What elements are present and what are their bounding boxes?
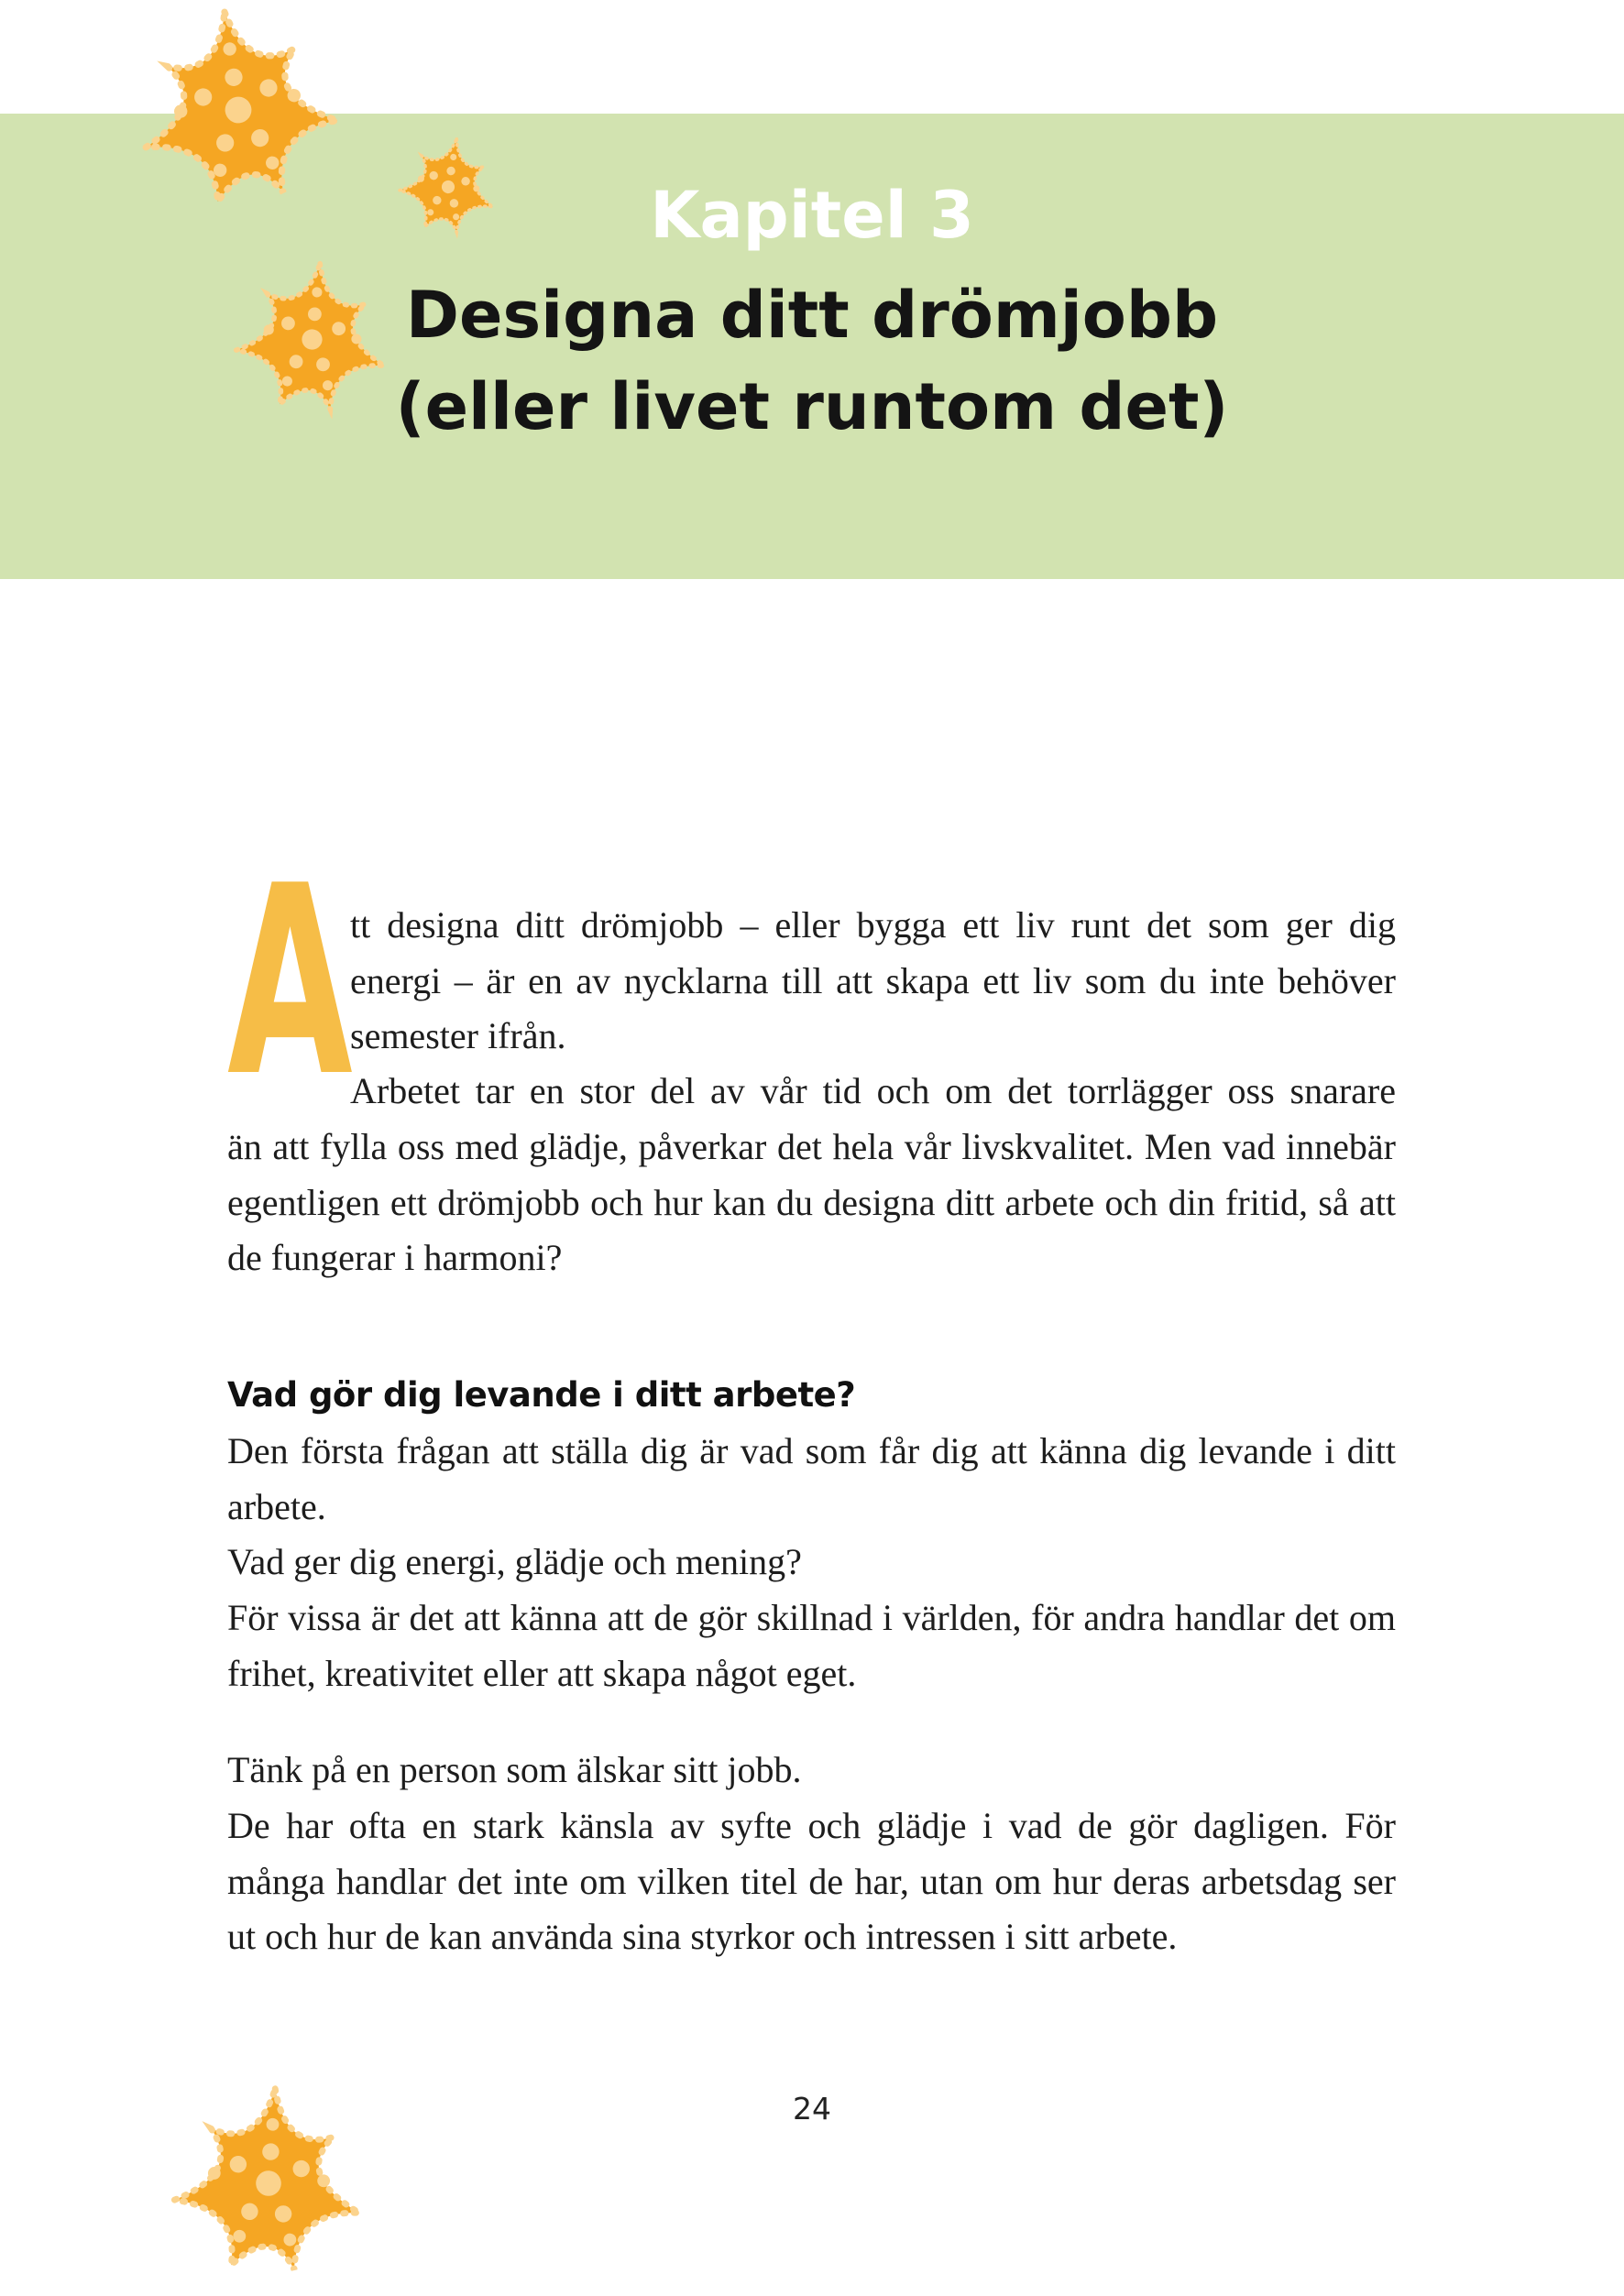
section-heading: Vad gör dig levande i ditt arbete? <box>227 1375 856 1415</box>
chapter-title-line: Designa ditt drömjobb <box>405 278 1219 353</box>
body-paragraph: Tänk på en person som älskar sitt jobb. <box>227 1749 802 1790</box>
page-number: 24 <box>793 2091 831 2127</box>
intro-paragraph-indent: Arbetet tar en stor del av vår tid och om det torrlägger oss snarare <box>350 1070 1396 1111</box>
drop-cap: A <box>227 830 353 1134</box>
chapter-title-line: (eller livet runtom det) <box>395 369 1229 444</box>
body-paragraph: För vissa är det att känna att de gör skillnad i världen, för andra handlar det om frihet, kreativitet eller att skapa något eget. <box>227 1597 1396 1694</box>
chapter-label: Kapitel 3 <box>650 178 974 253</box>
chapter-title <box>0 269 1624 453</box>
starfish-icon <box>156 2071 380 2295</box>
intro-paragraph: än att fylla oss med glädje, påverkar det hela vår livskvalitet. Men vad innebär egentligen ett drömjobb och hur kan du designa ditt arbete och din fritid, så att de fungerar i harmoni? <box>227 1126 1396 1278</box>
body-paragraph: Den första frågan att ställa dig är vad som får dig att känna dig levande i ditt arbete. <box>227 1430 1396 1527</box>
body-paragraph: Vad ger dig energi, glädje och mening? <box>227 1541 802 1582</box>
body-paragraph: De har ofta en stark känsla av syfte och glädje i vad de gör dagligen. För många handlar det inte om vilken titel de har, utan om hur deras arbetsdag ser ut och hur de kan använda sina styrkor och intressen i sitt arbete. <box>227 1805 1396 1957</box>
intro-paragraph: tt designa ditt drömjobb – eller bygga ett liv runt det som ger dig energi – är en av nycklarna till att skapa ett liv som du inte behöver semester ifrån. <box>350 904 1396 1056</box>
